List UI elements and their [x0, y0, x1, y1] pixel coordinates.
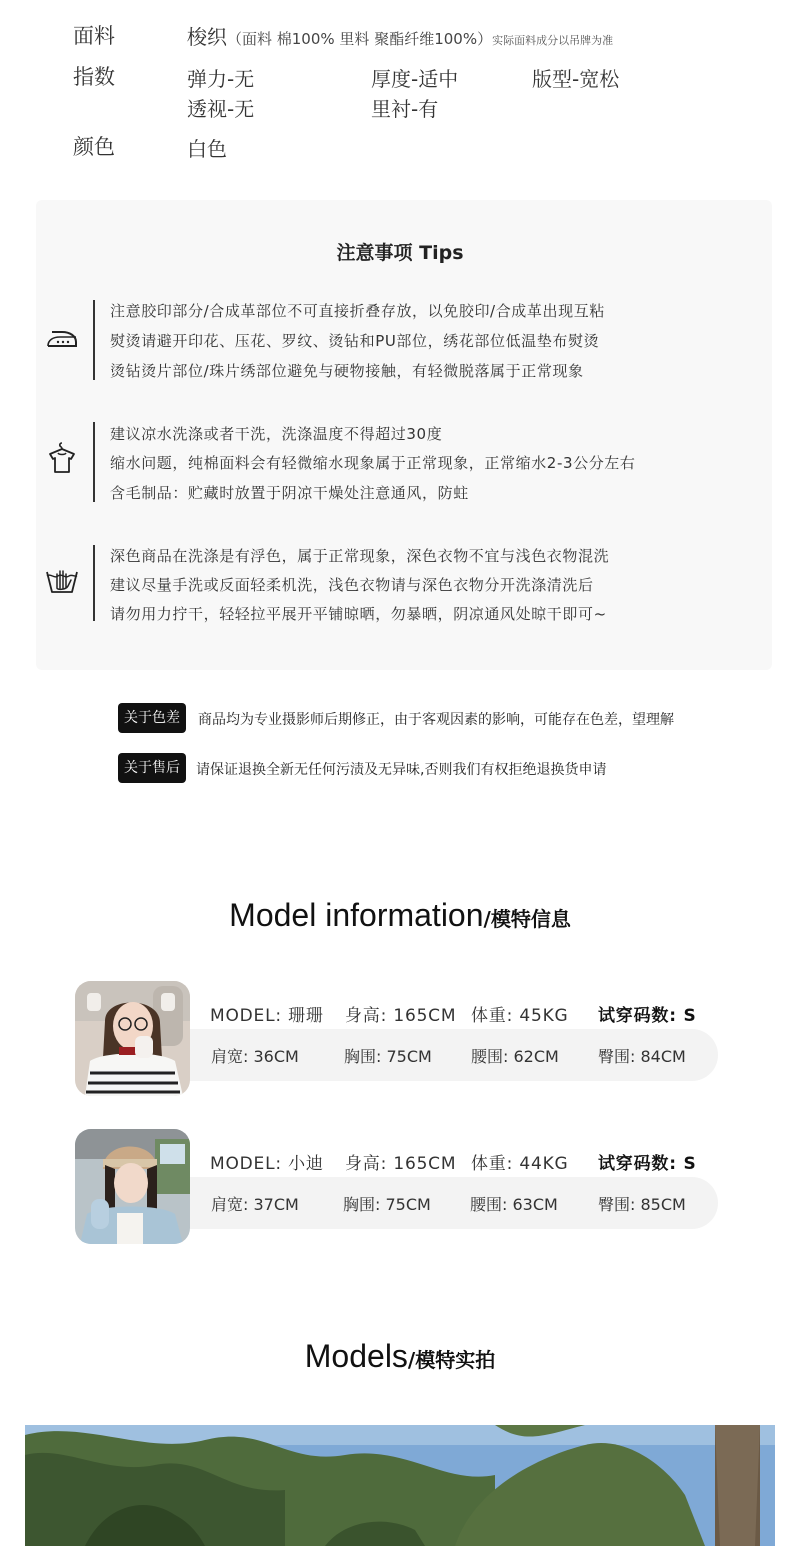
model-size: 试穿码数: S: [598, 1154, 697, 1174]
care-line: 含毛制品：贮藏时放置于阴凉干燥处注意通风，防蛀: [110, 484, 469, 502]
model-weight: 体重: 45KG: [471, 1006, 569, 1026]
model-info-title-en: Model information: [229, 897, 484, 933]
color-value: 白色: [187, 137, 227, 161]
fabric-small-note: 实际面料成分以吊牌为准: [492, 34, 614, 47]
model-outdoor-photo: [25, 1425, 775, 1546]
care-line: 注意胶印部分/合成革部位不可直接折叠存放，以免胶印/合成革出现互粘: [110, 302, 605, 320]
model-height: 身高: 165CM: [345, 1006, 457, 1026]
note-tag: 关于色差: [118, 703, 186, 733]
iron-icon: [44, 320, 80, 356]
care-divider: [93, 422, 95, 502]
care-line: 烫钻烫片部位/珠片绣部位避免与硬物接触，有轻微脱落属于正常现象: [110, 362, 584, 380]
care-line: 请勿用力拧干，轻轻拉平展开平铺晾晒，勿暴晒，阴凉通风处晾干即可~: [110, 605, 607, 623]
index-label: 指数: [73, 65, 115, 89]
index-lining: 里衬-有: [371, 97, 439, 121]
note-text: 商品均为专业摄影师后期修正，由于客观因素的影响，可能存在色差，望理解: [198, 712, 674, 728]
care-line: 熨烫请避开印花、压花、罗纹、烫钻和PU部位，绣花部位低温垫布熨烫: [110, 332, 600, 350]
fabric-note: （面料 棉100% 里料 聚酯纤维100%）: [227, 30, 493, 48]
model-info-heading: [0, 897, 800, 934]
model-hip: 臀围: 84CM: [598, 1047, 686, 1066]
model-height: 身高: 165CM: [345, 1154, 457, 1174]
index-transparency: 透视-无: [187, 97, 255, 121]
model-name: MODEL: 珊珊: [210, 1006, 324, 1026]
model-shoulder: 肩宽: 37CM: [211, 1195, 299, 1214]
note-text: 请保证退换全新无任何污渍及无异味,否则我们有权拒绝退换货申请: [196, 762, 607, 778]
models-heading: [0, 1338, 800, 1375]
model-size: 试穿码数: S: [598, 1006, 697, 1026]
model-card: [0, 1129, 800, 1249]
hand-wash-icon: [44, 562, 80, 598]
care-divider: [93, 545, 95, 621]
hanging-shirt-icon: [44, 440, 80, 476]
models-title-cn: /模特实拍: [407, 1348, 496, 1372]
note-tag: 关于售后: [118, 753, 186, 783]
care-line: 建议凉水洗涤或者干洗，洗涤温度不得超过30度: [110, 425, 443, 443]
model-chest: 胸围: 75CM: [343, 1195, 431, 1214]
models-title-en: Models: [304, 1338, 408, 1374]
fabric-label: 面料: [73, 24, 115, 48]
care-line: 深色商品在洗涤是有浮色，属于正常现象，深色衣物不宜与浅色衣物混洗: [110, 547, 610, 565]
model-photo: [75, 981, 190, 1096]
model-info-title-cn: /模特信息: [483, 907, 571, 931]
index-fit: 版型-宽松: [532, 67, 620, 91]
care-line: 缩水问题，纯棉面料会有轻微缩水现象属于正常现象，正常缩水2-3公分左右: [110, 454, 636, 472]
model-name: MODEL: 小迪: [210, 1154, 324, 1174]
care-line: 建议尽量手洗或反面轻柔机洗，浅色衣物请与深色衣物分开洗涤清洗后: [110, 576, 594, 594]
model-photo: [75, 1129, 190, 1244]
model-waist: 腰围: 62CM: [471, 1047, 559, 1066]
fabric-value-row: [187, 21, 613, 50]
care-divider: [93, 300, 95, 380]
model-chest: 胸围: 75CM: [344, 1047, 432, 1066]
note-color-difference: [118, 703, 718, 733]
care-tips-title: 注意事项 Tips: [336, 242, 464, 264]
model-waist: 腰围: 63CM: [470, 1195, 558, 1214]
index-thickness: 厚度-适中: [371, 67, 459, 91]
model-weight: 体重: 44KG: [471, 1154, 569, 1174]
fabric-value: 梭织: [187, 25, 227, 49]
note-after-sales: [118, 753, 718, 783]
model-shoulder: 肩宽: 36CM: [211, 1047, 299, 1066]
model-card: [0, 981, 800, 1101]
index-elasticity: 弹力-无: [187, 67, 255, 91]
model-hip: 臀围: 85CM: [598, 1195, 686, 1214]
color-label: 颜色: [73, 135, 115, 159]
